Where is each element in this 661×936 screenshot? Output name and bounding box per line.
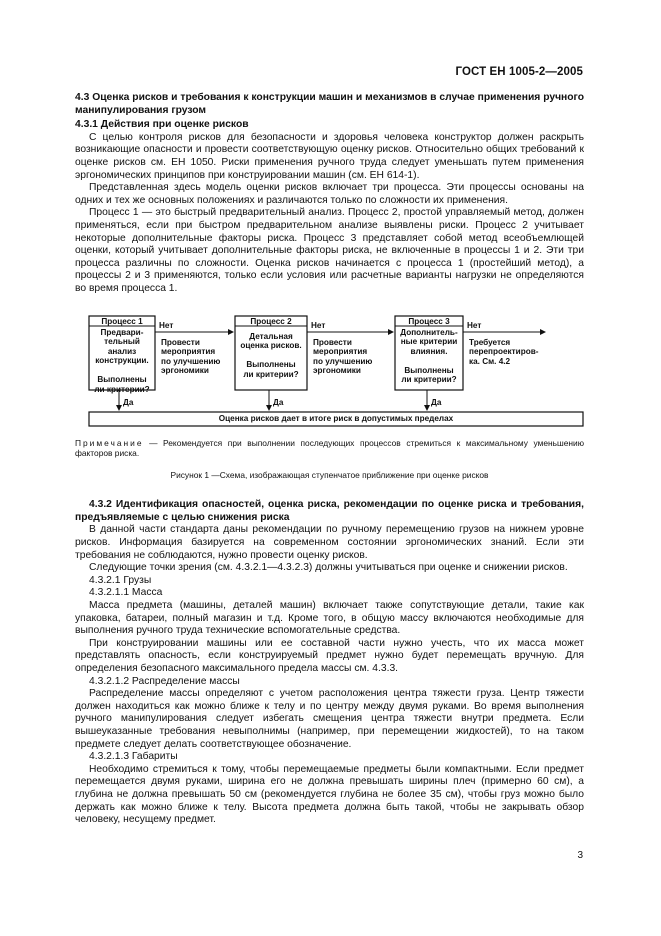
page-content	[75, 92, 584, 827]
risk-assessment-diagram	[75, 304, 584, 434]
paragraph: В данной части стандарта даны рекомендации по ручному перемещению грузов на нижнем уровне рисков. Информация базируется на современном состоянии эргономических знаний. Если эти требования не соблюдаются, нужно провести оценку рисков.	[75, 524, 584, 561]
figure-note	[75, 438, 584, 459]
no-label-2: Нет	[311, 320, 326, 330]
section-4-3-1-title: 4.3.1 Действия при оценке рисков	[75, 119, 249, 131]
process-2-text: Детальная оценка рисков. Выполнены ли критерии?	[240, 331, 302, 379]
section-4-3-2-title: 4.3.2 Идентификация опасностей, оценка риска, рекомендации по оценке риска и требования, предъявляемые с целью снижения риска	[75, 499, 584, 523]
process-3-text: Дополнитель- ные критерии влияния. Выполнены ли критерии?	[400, 327, 458, 385]
process-2-title: Процесс 2	[250, 316, 292, 326]
action-3-text: Требуется перепроектиров- ка. См. 4.2	[469, 337, 539, 366]
no-label-3: Нет	[467, 320, 482, 330]
process-1-text: Предвари- тельный анализ конструкции. Выполнены ли критерии?	[94, 327, 150, 395]
subsection-heading: 4.3.2.1 Грузы	[89, 574, 152, 586]
paragraph: Процесс 1 — это быстрый предварительный анализ. Процесс 2, простой управляемый метод, должен применяться, если при быстром предварительном анализе выявлены риски. Процесс 2 учитывает некоторые дополнительные факторы риска. Процесс 3 представляет собой метод всеобъемлющей оценки, который учитывает дополнительные факторы риска, не включенные в процессы 1 и 2. Эти три процесса различны по сложности. Оценка рисков начинается с процесса 1 (простейший метод), а процессы 2 и 3 применяются, только если условия или расчетные варианты нагрузки не определяются во время процесса 1.	[75, 207, 584, 294]
page-number: 3	[577, 850, 583, 861]
action-2-text: Провести мероприятия по улучшению эргономики	[313, 337, 373, 376]
paragraph: С целью контроля рисков для безопасности и здоровья человека конструктор должен раскрыть возникающие опасности и провести соответствующую оценку рисков. Относительно общих требований к оценке рисков см. ЕН 1050. Риски применения ручного труда следует уменьшать путем применения эргономических принципов при конструировании машин (см. ЕН 614-1).	[75, 131, 584, 181]
yes-label-1: Да	[123, 397, 134, 407]
paragraph: Масса предмета (машины, деталей машин) включает также сопутствующие детали, такие как упаковка, батареи, полный магазин и т.д. Кроме того, в общую массу включаются необходимые для выполнения ручного труда технические вспомогательные средства.	[75, 600, 584, 637]
section-4-3-title: 4.3 Оценка рисков и требования к конструкции машин и механизмов в случае применения ручного манипулирования грузом	[75, 92, 584, 116]
figure-caption: Рисунок 1 —Схема, изображающая ступенчатое приближение при оценке рисков	[170, 469, 489, 480]
paragraph: Следующие точки зрения (см. 4.3.2.1—4.3.2.3) должны учитываться при оценке и снижении рисков.	[89, 562, 568, 574]
subsection-heading: 4.3.2.1.1 Масса	[89, 587, 163, 599]
document-code: ГОСТ ЕН 1005-2—2005	[455, 66, 583, 78]
yes-label-2: Да	[273, 397, 284, 407]
paragraph: При конструировании машины или ее составной части нужно учесть, что их масса может представлять опасность, если конструируемый предмет нужно будет перемещать вручную. Для определения безопасного максимального предела массы см. 4.3.3.	[75, 637, 584, 674]
paragraph: Необходимо стремиться к тому, чтобы перемещаемые предметы были компактными. Если предмет перемещается двумя руками, ширина его не должна превышать ширины плеч (примерно 60 см), а глубина не должна превышать 50 см (рекомендуется глубина не более 35 см), чтобы груз можно было держать как можно ближе к телу. Высота предмета должна быть такой, чтобы не закрывать обзор человеку, несущему предмет.	[75, 763, 584, 826]
note-label: Примечание	[75, 437, 144, 448]
no-label-1: Нет	[159, 320, 174, 330]
paragraph: Распределение массы определяют с учетом расположения центра тяжести груза. Центр тяжести должен находиться как можно ближе к телу и по центру между двумя руками. Во время выполнения ручного манипулирования следует избегать смещения центра тяжести внутри предмета. Если вышеуказанные требования невыполнимы (например, при перемещении жидкостей), то на таком предмете следует делать соответствующее обозначение.	[75, 688, 584, 750]
action-1-text: Провести мероприятия по улучшению эргономики	[161, 337, 221, 376]
paragraph: Представленная здесь модель оценки рисков включает три процесса. Эти процессы основаны на одних и тех же основных положениях и различаются только по сложности их применения.	[75, 182, 584, 206]
yes-label-3: Да	[431, 397, 442, 407]
result-bar-text: Оценка рисков дает в итоге риск в допустимых пределах	[218, 413, 454, 423]
subsection-heading: 4.3.2.1.3 Габариты	[89, 751, 178, 763]
process-3-title: Процесс 3	[408, 316, 450, 326]
process-1-title: Процесс 1	[101, 316, 143, 326]
subsection-heading: 4.3.2.1.2 Распределение массы	[89, 675, 240, 687]
note-text: — Рекомендуется при выполнении последующих процессов стремиться к максимальному уменьшению факторов риска.	[75, 437, 584, 459]
